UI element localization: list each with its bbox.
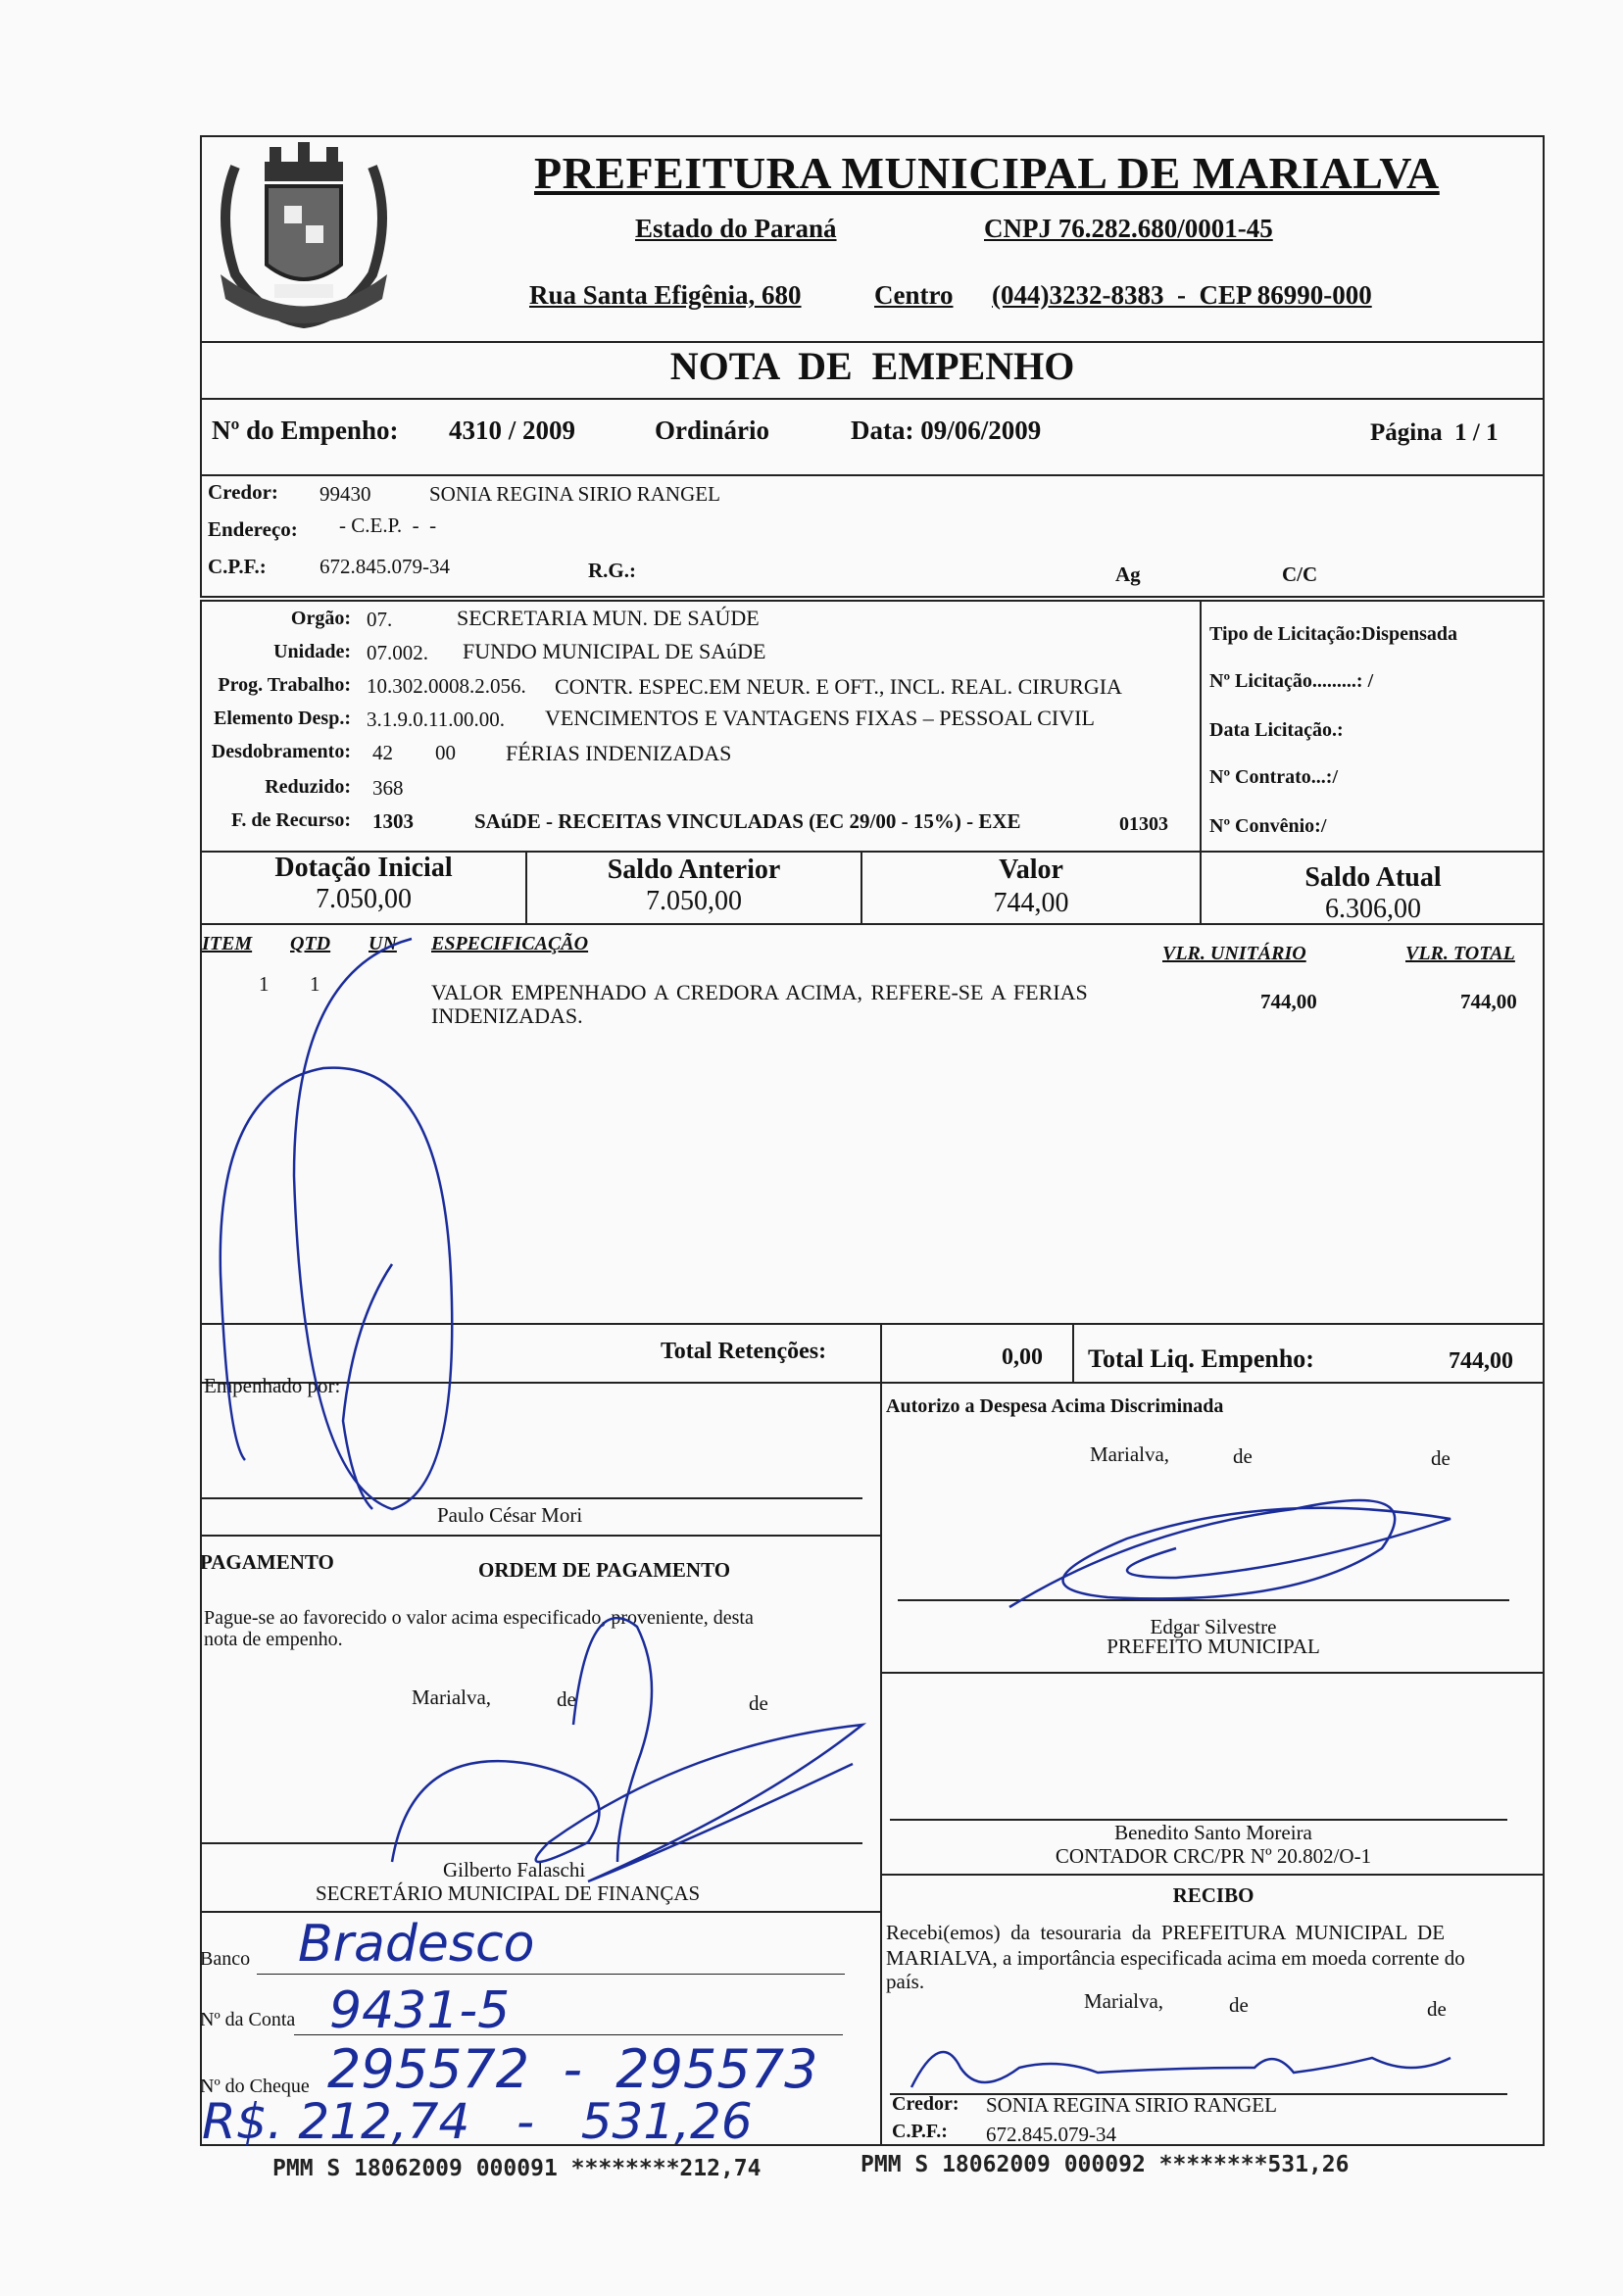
header-street: Rua Santa Efigênia, 680 — [529, 280, 802, 310]
total-liq-label: Total Liq. Empenho: — [1088, 1344, 1314, 1373]
recurso-code2: 01303 — [1119, 813, 1168, 835]
table-row-qtd: 1 — [310, 972, 320, 996]
prog-code: 10.302.0008.2.056. — [367, 674, 526, 698]
col-unit-header: VLR. UNITÁRIO — [1162, 943, 1306, 964]
valor-value: 744,00 — [993, 888, 1069, 918]
licitacao-contrato: Nº Contrato...:/ — [1209, 766, 1339, 788]
table-row-unit: 744,00 — [1260, 990, 1317, 1013]
saldo-anterior-value: 7.050,00 — [646, 886, 742, 916]
licitacao-tipo: Tipo de Licitação:Dispensada — [1209, 623, 1457, 645]
recibo-de-2: de — [1427, 1997, 1447, 2021]
dotacao-value: 7.050,00 — [316, 884, 412, 914]
cpf: 672.845.079-34 — [320, 555, 450, 578]
col-un-header: UN — [369, 933, 397, 954]
signer-benedito-role: CONTADOR CRC/PR Nº 20.802/O-1 — [1055, 1844, 1372, 1868]
recibo-credor: SONIA REGINA SIRIO RANGEL — [986, 2093, 1277, 2117]
pague-text-2: nota de empenho. — [204, 1629, 343, 1650]
saldo-anterior-label: Saldo Anterior — [607, 855, 781, 885]
licitacao-numero: Nº Licitação.........: / — [1209, 670, 1374, 692]
reduzido-label: Reduzido: — [265, 776, 351, 798]
elem-label: Elemento Desp.: — [214, 708, 351, 729]
col-item-header: ITEM — [202, 933, 253, 954]
recurso-label: F. de Recurso: — [230, 809, 351, 831]
reduzido: 368 — [372, 776, 404, 800]
signer-edgar: Edgar Silvestre — [1150, 1615, 1277, 1638]
ordem-pagamento-label: ORDEM DE PAGAMENTO — [478, 1558, 731, 1582]
recurso-code: 1303 — [372, 809, 414, 833]
conta-label: Nº da Conta — [200, 2009, 296, 2030]
table-row-spec-2: INDENIZADAS. — [431, 1003, 583, 1028]
orgao-label: Orgão: — [290, 608, 351, 629]
doc-title: NOTA DE EMPENHO — [669, 344, 1075, 388]
recibo-cpf: 672.845.079-34 — [986, 2123, 1116, 2146]
licitacao-convenio: Nº Convênio:/ — [1209, 815, 1327, 837]
coat-of-arms-logo — [206, 127, 402, 338]
saldo-atual-value: 6.306,00 — [1325, 894, 1421, 924]
endereco-label: Endereço: — [208, 517, 298, 541]
valor-label: Valor — [999, 855, 1063, 885]
left-city: Marialva, — [412, 1685, 492, 1709]
recibo-credor-label: Credor: — [892, 2093, 959, 2115]
recibo-text-2: MARIALVA, a importância especificada acima em moeda corrente do — [886, 1946, 1465, 1970]
dotacao-label: Dotação Inicial — [274, 853, 453, 883]
recibo-title: RECIBO — [1172, 1883, 1254, 1907]
desdob-label: Desdobramento: — [211, 741, 351, 762]
credor-name: SONIA REGINA SIRIO RANGEL — [429, 482, 720, 506]
recibo-text-3: país. — [886, 1970, 925, 1993]
col-spec-header: ESPECIFICAÇÃO — [431, 933, 589, 954]
recibo-text-1: Recebi(emos) da tesouraria da PREFEITURA MUNICIPAL DE — [886, 1921, 1446, 1944]
signer-benedito: Benedito Santo Moreira — [1114, 1821, 1312, 1844]
handwritten-conta: 9431-5 — [329, 1981, 511, 2040]
prog: CONTR. ESPEC.EM NEUR. E OFT., INCL. REAL. CIRURGIA — [555, 674, 1122, 699]
cheque-label: Nº do Cheque — [200, 2076, 310, 2097]
left-de-1: de — [557, 1687, 576, 1711]
empenho-date: Data: 09/06/2009 — [851, 415, 1042, 445]
autorizo-label: Autorizo a Despesa Acima Discriminada — [886, 1395, 1224, 1417]
credor-code: 99430 — [320, 482, 371, 506]
header-title: PREFEITURA MUNICIPAL DE MARIALVA — [534, 148, 1440, 198]
recurso: SAúDE - RECEITAS VINCULADAS (EC 29/00 - 15%) - EXE — [474, 809, 1021, 833]
empenho-page: Página 1 / 1 — [1370, 419, 1499, 446]
total-retencoes-label: Total Retenções: — [661, 1339, 827, 1364]
stamp-1: PMM S 18062009 000091 ********212,74 — [272, 2156, 762, 2181]
empenho-type: Ordinário — [655, 415, 770, 445]
col-qtd-header: QTD — [290, 933, 331, 954]
unidade-code: 07.002. — [367, 641, 428, 664]
table-row-spec-1: VALOR EMPENHADO A CREDORA ACIMA, REFERE-SE A FERIAS — [431, 980, 1088, 1004]
recibo-de-1: de — [1229, 1993, 1249, 2017]
header-district: Centro — [874, 280, 954, 310]
credor-label: Credor: — [208, 480, 278, 504]
signer-paulo: Paulo César Mori — [437, 1503, 583, 1527]
unidade-label: Unidade: — [273, 641, 351, 662]
recibo-cpf-label: C.P.F.: — [892, 2121, 948, 2142]
handwritten-cheque: 295572 - 295573 — [327, 2038, 818, 2100]
banco-label: Banco — [200, 1948, 251, 1970]
total-liq-value: 744,00 — [1449, 1348, 1513, 1374]
handwritten-values: R$. 212,74 - 531,26 — [202, 2093, 753, 2150]
right-de-2: de — [1431, 1446, 1451, 1470]
elem: VENCIMENTOS E VANTAGENS FIXAS – PESSOAL CIVIL — [545, 706, 1095, 730]
endereco: - C.E.P. - - — [339, 513, 437, 537]
header-phone-cep: (044)3232-8383 - CEP 86990-000 — [992, 280, 1372, 310]
desdob-a: 42 — [372, 741, 393, 764]
ag-label: Ag — [1115, 562, 1141, 586]
col-total-header: VLR. TOTAL — [1405, 943, 1515, 964]
signer-edgar-role: PREFEITO MUNICIPAL — [1107, 1635, 1320, 1658]
licitacao-data: Data Licitação.: — [1209, 719, 1344, 741]
saldo-atual-label: Saldo Atual — [1304, 862, 1442, 893]
unidade: FUNDO MUNICIPAL DE SAúDE — [463, 639, 766, 663]
cpf-label: C.P.F.: — [208, 555, 267, 578]
desdob-b: 00 — [435, 741, 456, 764]
handwritten-banco: Bradesco — [298, 1915, 535, 1974]
right-de-1: de — [1233, 1444, 1253, 1468]
header-state: Estado do Paraná — [635, 214, 837, 243]
table-row-total: 744,00 — [1460, 990, 1517, 1013]
right-city: Marialva, — [1090, 1442, 1170, 1466]
elem-code: 3.1.9.0.11.00.00. — [367, 708, 505, 731]
orgao-code: 07. — [367, 608, 393, 631]
stamp-2: PMM S 18062009 000092 ********531,26 — [861, 2152, 1350, 2177]
table-row-item: 1 — [259, 972, 270, 996]
pague-text-1: Pague-se ao favorecido o valor acima especificado, proveniente, desta — [204, 1607, 754, 1629]
left-de-2: de — [749, 1691, 768, 1715]
empenho-number-label: Nº do Empenho: — [212, 415, 399, 445]
orgao: SECRETARIA MUN. DE SAÚDE — [457, 606, 760, 630]
signer-gilberto: Gilberto Falaschi — [443, 1858, 586, 1881]
cc-label: C/C — [1282, 562, 1318, 586]
totals-row — [200, 1323, 1545, 1384]
prog-label: Prog. Trabalho: — [218, 674, 351, 696]
signer-gilberto-role: SECRETÁRIO MUNICIPAL DE FINANÇAS — [316, 1881, 701, 1905]
pagamento-label: PAGAMENTO — [200, 1550, 334, 1574]
empenhado-por-label: Empenhado por: — [204, 1374, 341, 1397]
empenho-number: 4310 / 2009 — [449, 415, 576, 445]
rg-label: R.G.: — [588, 559, 636, 582]
recibo-city: Marialva, — [1084, 1989, 1164, 2013]
total-retencoes-value: 0,00 — [1002, 1344, 1043, 1370]
desdob: FÉRIAS INDENIZADAS — [506, 741, 732, 765]
header-cnpj: CNPJ 76.282.680/0001-45 — [984, 214, 1273, 243]
